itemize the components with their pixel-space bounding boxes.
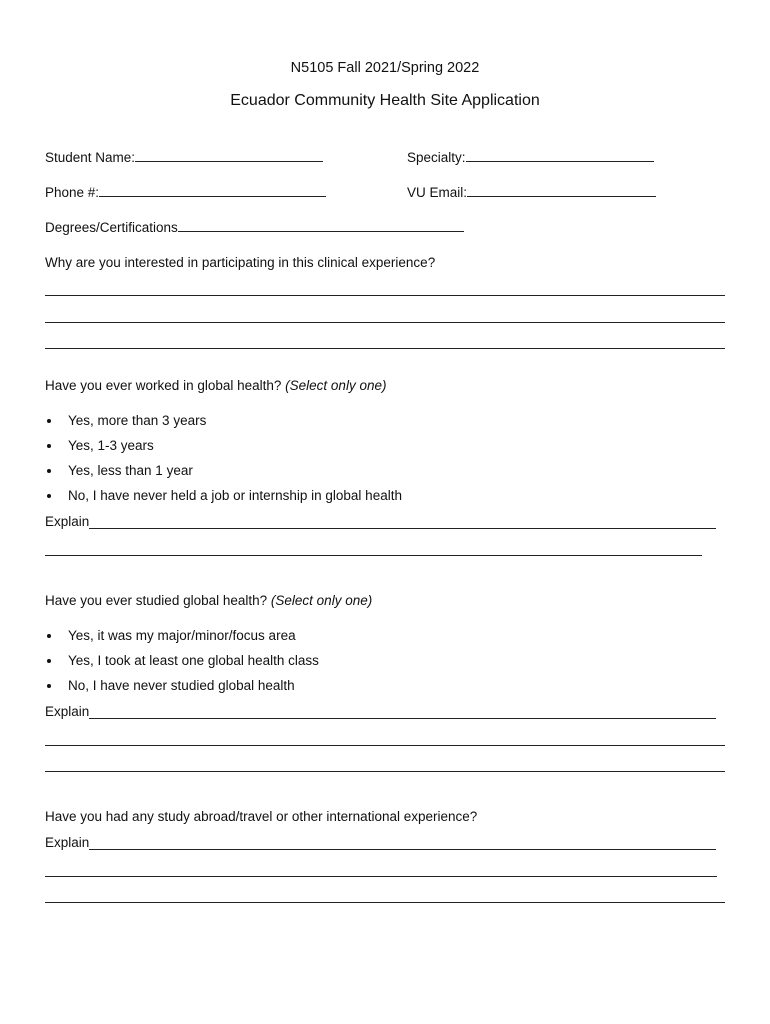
option-item[interactable]: Yes, it was my major/minor/focus area <box>45 627 319 652</box>
explain-label: Explain <box>45 704 90 719</box>
explain-field[interactable] <box>45 704 716 719</box>
answer-line[interactable] <box>45 322 725 323</box>
answer-line[interactable] <box>45 771 725 772</box>
explain-blank[interactable] <box>89 837 716 850</box>
specialty-field[interactable] <box>407 149 654 165</box>
answer-line[interactable] <box>45 295 725 296</box>
explain-field[interactable] <box>45 514 716 529</box>
answer-line[interactable] <box>45 745 725 746</box>
explain-label: Explain <box>45 514 90 529</box>
answer-line[interactable] <box>45 348 725 349</box>
option-item[interactable]: No, I have never studied global health <box>45 677 319 702</box>
question-international-experience: Have you had any study abroad/travel or other international experience? <box>45 809 478 824</box>
student-name-label: Student Name: <box>45 150 136 165</box>
option-item[interactable]: No, I have never held a job or internship in global health <box>45 487 402 512</box>
form-title: Ecuador Community Health Site Application <box>230 92 540 109</box>
vu-email-blank[interactable] <box>467 184 656 197</box>
option-item[interactable]: Yes, more than 3 years <box>45 412 402 437</box>
explain-blank[interactable] <box>89 706 716 719</box>
vu-email-field[interactable] <box>407 184 656 200</box>
answer-line[interactable] <box>45 876 717 877</box>
phone-label: Phone #: <box>45 185 100 200</box>
answer-line[interactable] <box>45 555 702 556</box>
phone-blank[interactable] <box>99 184 326 197</box>
question-text: Have you ever studied global health? <box>45 593 271 608</box>
question-text: Have you ever worked in global health? <box>45 378 286 393</box>
option-item[interactable]: Yes, I took at least one global health class <box>45 652 319 677</box>
explain-field[interactable] <box>45 835 716 850</box>
explain-label: Explain <box>45 835 90 850</box>
option-item[interactable]: Yes, 1-3 years <box>45 437 402 462</box>
question-studied-global-health <box>45 593 372 608</box>
specialty-blank[interactable] <box>466 149 654 162</box>
specialty-label: Specialty: <box>407 150 466 165</box>
question-hint: (Select only one) <box>270 593 373 608</box>
course-title: N5105 Fall 2021/Spring 2022 <box>290 60 480 76</box>
degrees-label: Degrees/Certifications <box>45 220 178 235</box>
vu-email-label: VU Email: <box>407 185 468 200</box>
phone-field[interactable] <box>45 184 326 200</box>
student-name-blank[interactable] <box>135 149 323 162</box>
option-item[interactable]: Yes, less than 1 year <box>45 462 402 487</box>
degrees-blank[interactable] <box>178 219 464 232</box>
degrees-field[interactable] <box>45 219 464 235</box>
explain-blank[interactable] <box>89 516 716 529</box>
question-hint: (Select only one) <box>285 378 387 393</box>
answer-line[interactable] <box>45 902 725 903</box>
student-name-field[interactable] <box>45 149 323 165</box>
studied-options-list <box>45 627 319 702</box>
worked-options-list <box>45 412 402 512</box>
question-worked-global-health <box>45 378 386 393</box>
question-interest: Why are you interested in participating in this clinical experience? <box>45 255 436 270</box>
